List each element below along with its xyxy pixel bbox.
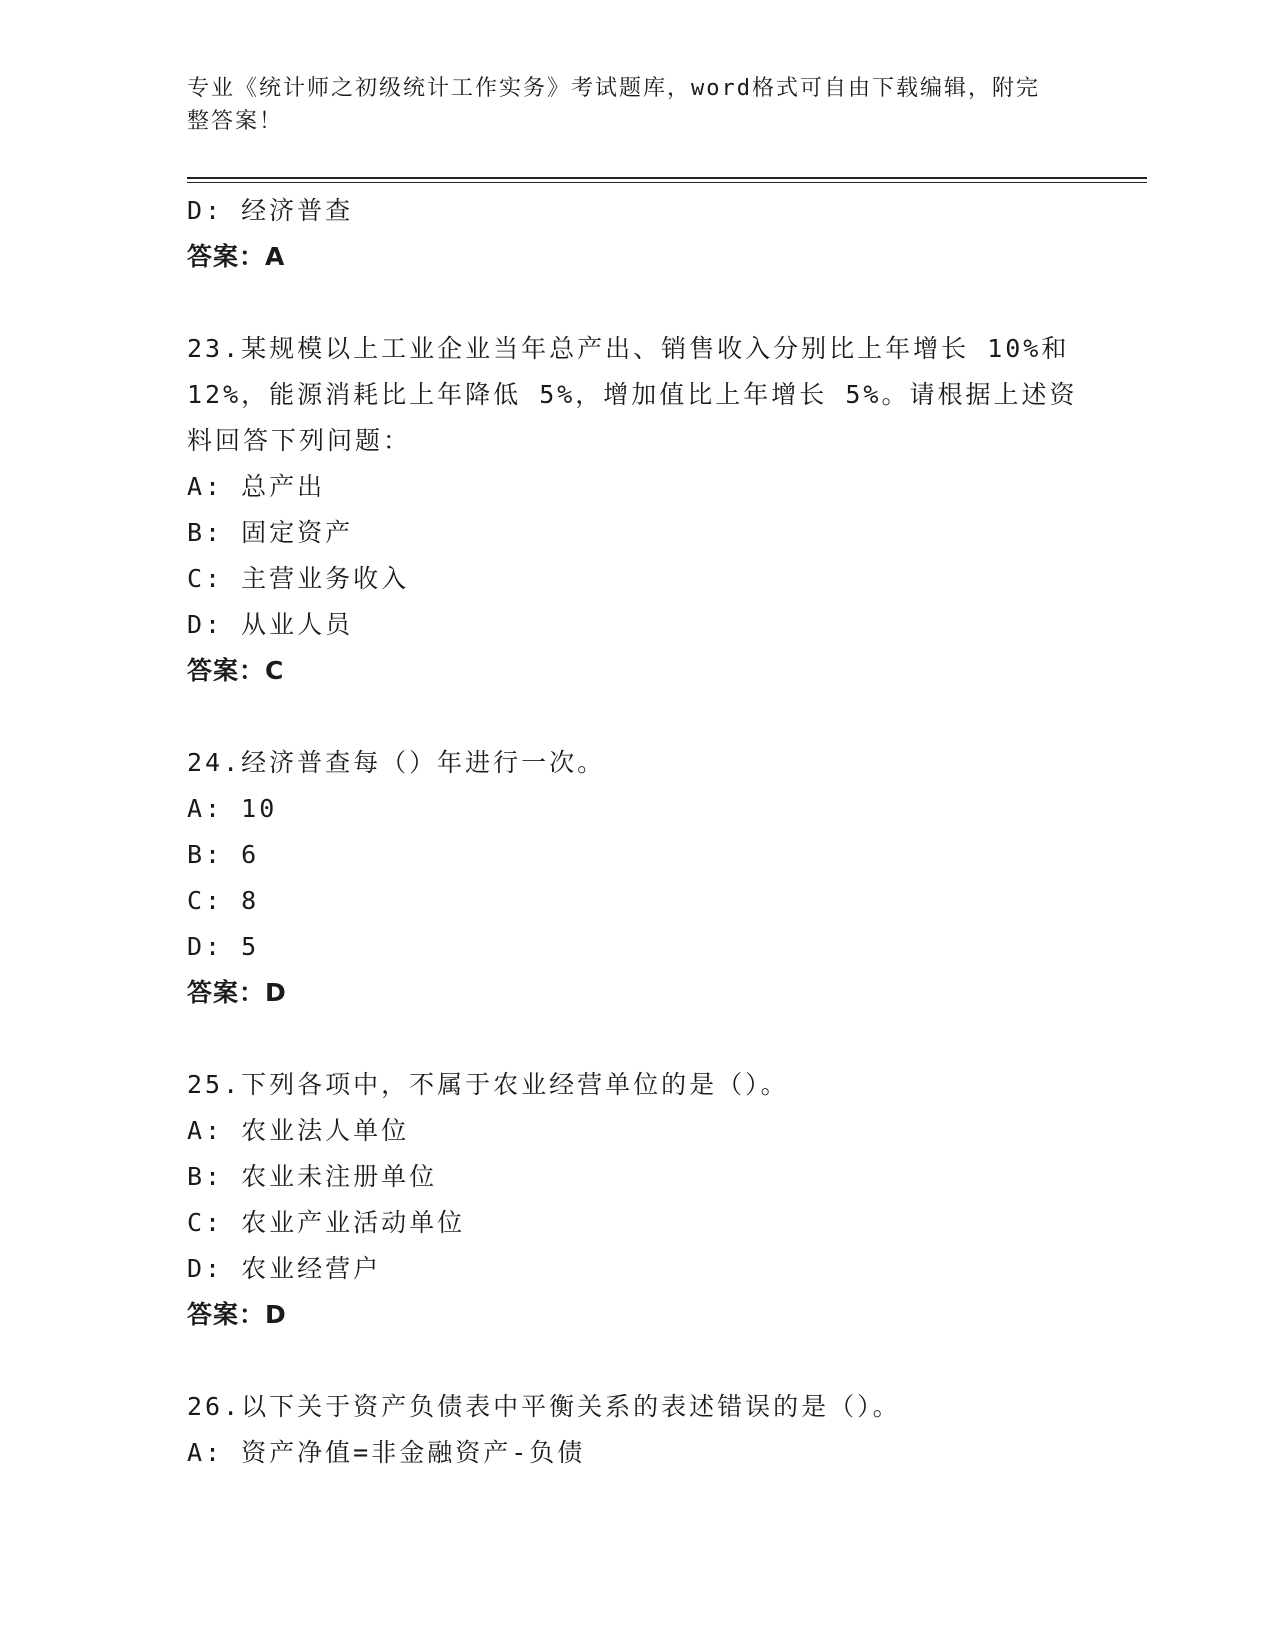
spacer [187, 280, 1147, 326]
option-a: A: 农业法人单位 [187, 1116, 410, 1145]
question-content [187, 188, 1147, 1476]
header-line-2: 整答案！ [187, 109, 284, 134]
question-text-line: 24.经济普查每（）年进行一次。 [187, 748, 606, 777]
header-rule-thick [187, 177, 1147, 179]
option-d: D: 从业人员 [187, 610, 354, 639]
prev-option-d: D: 经济普查 [187, 196, 354, 225]
question-text-line: 23.某规模以上工业企业当年总产出、销售收入分别比上年增长 10%和 [187, 334, 1070, 363]
spacer [187, 1338, 1147, 1384]
question-text-line: 25.下列各项中，不属于农业经营单位的是（）。 [187, 1070, 789, 1099]
spacer [187, 1016, 1147, 1062]
option-b: B: 农业未注册单位 [187, 1162, 438, 1191]
option-a: A: 资产净值=非金融资产-负债 [187, 1438, 586, 1467]
option-b: B: 固定资产 [187, 518, 354, 547]
question-23 [187, 326, 1147, 694]
prev-answer: 答案：A [187, 242, 286, 271]
option-d: D: 农业经营户 [187, 1254, 382, 1283]
header-rule-thin [187, 182, 1147, 183]
question-text-line: 12%，能源消耗比上年降低 5%，增加值比上年增长 5%。请根据上述资 [187, 380, 1078, 409]
question-24 [187, 740, 1147, 1016]
option-a: A: 10 [187, 794, 278, 823]
question-25 [187, 1062, 1147, 1338]
answer: 答案：D [187, 978, 287, 1007]
option-c: C: 主营业务收入 [187, 564, 410, 593]
option-c: C: 8 [187, 886, 260, 915]
answer: 答案：D [187, 1300, 287, 1329]
header-line-1: 专业《统计师之初级统计工作实务》考试题库，word格式可自由下载编辑，附完 [187, 76, 1040, 101]
option-a: A: 总产出 [187, 472, 326, 501]
spacer [187, 694, 1147, 740]
question-text-line: 26.以下关于资产负债表中平衡关系的表述错误的是（）。 [187, 1392, 901, 1421]
page-header [187, 72, 1087, 138]
option-b: B: 6 [187, 840, 260, 869]
answer: 答案：C [187, 656, 285, 685]
option-c: C: 农业产业活动单位 [187, 1208, 466, 1237]
document-page [187, 0, 1147, 1650]
question-26 [187, 1384, 1147, 1476]
option-d: D: 5 [187, 932, 260, 961]
question-text-line: 料回答下列问题： [187, 426, 412, 455]
